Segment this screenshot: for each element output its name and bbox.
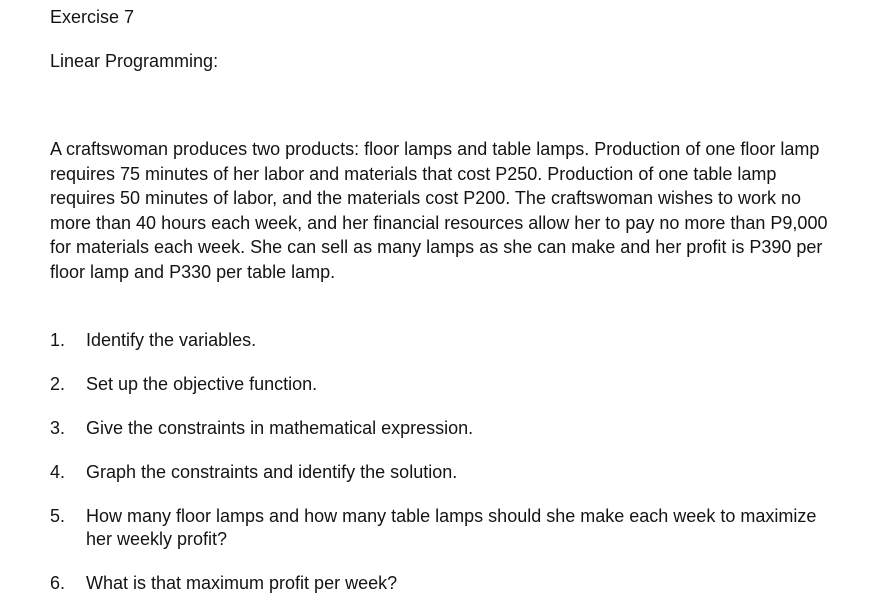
- task-list: [50, 329, 840, 616]
- task-item: [50, 329, 840, 352]
- problem-statement: A craftswoman produces two products: floor lamps and table lamps. Production of one floor lamp requires 75 minutes of her labor and materials that cost P250. Production of one table lamp requires 50 minutes of labor, and the materials cost P200. The craftswoman wishes to work no more than 40 hours each week, and her financial resources allow her to pay no more than P9,000 for materials each week. She can sell as many lamps as she can make and her profit is P390 per floor lamp and P330 per table lamp.: [50, 139, 828, 282]
- task-item: [50, 417, 840, 440]
- task-number: 2.: [50, 374, 66, 394]
- task-text: How many floor lamps and how many table lamps should she make each week to maximize her weekly profit?: [86, 506, 817, 549]
- task-item: [50, 461, 840, 484]
- task-number: 4.: [50, 462, 66, 482]
- task-item: [50, 572, 840, 595]
- task-item: [50, 373, 840, 396]
- task-number: 5.: [50, 506, 66, 526]
- task-text: Identify the variables.: [86, 330, 257, 350]
- task-text: Graph the constraints and identify the solution.: [86, 462, 458, 482]
- task-number: 6.: [50, 573, 66, 593]
- task-text: Give the constraints in mathematical expression.: [86, 418, 474, 438]
- task-item: [50, 505, 840, 551]
- task-number: 1.: [50, 330, 66, 350]
- section-heading: Linear Programming:: [50, 51, 219, 71]
- task-text: What is that maximum profit per week?: [86, 573, 398, 593]
- exercise-title: Exercise 7: [50, 7, 135, 27]
- task-text: Set up the objective function.: [86, 374, 318, 394]
- task-number: 3.: [50, 418, 66, 438]
